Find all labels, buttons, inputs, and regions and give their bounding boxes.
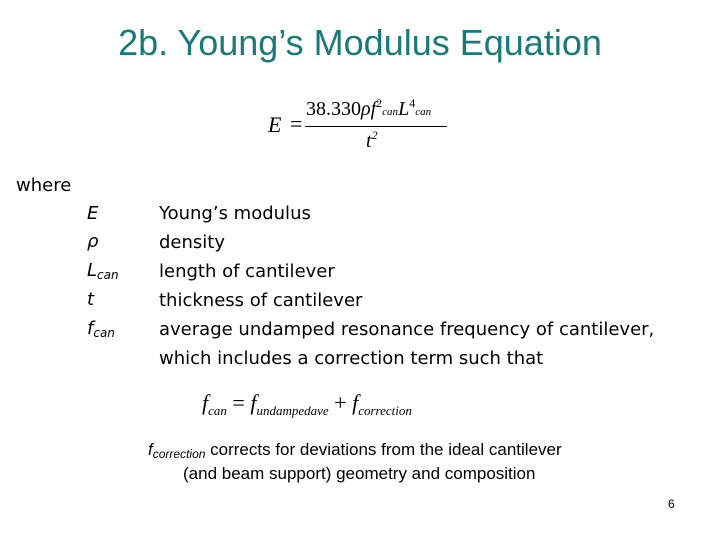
fcorrection-symbol: f [352,390,359,415]
plus-sign: + [328,390,353,415]
youngs-modulus-equation [268,98,458,160]
fcan-subscript: can [208,403,227,418]
equation-lhs: E [268,112,282,137]
l-symbol: L [398,98,410,120]
definition-continuation: which includes a correction term such that [159,348,544,369]
correction-note [148,440,562,461]
l-superscript: 4 [409,96,416,110]
fcan-symbol: f [202,390,209,415]
t-symbol: t [366,130,372,152]
l-subscript: can [415,106,432,118]
note-symbol: f [148,440,153,459]
frequency-equation [202,390,412,419]
fraction-bar [305,126,447,127]
note-subscript: correction [152,447,206,461]
symbol-subscript: can [93,326,115,340]
symbol-e [87,203,98,225]
symbol-subscript: can [97,268,119,282]
equation-denominator [366,130,378,153]
definition-rho: density [159,232,225,253]
f-symbol: f [370,98,377,120]
symbol-text: E [87,203,99,224]
definition-l-can: length of cantilever [159,261,335,282]
symbol-t [87,289,94,311]
note-text-line1: corrects for deviations from the ideal cantilever [205,440,562,459]
equals-sign: = [290,111,303,136]
definition-f-can: average undamped resonance frequency of cantilever, [159,319,655,340]
symbol-text: t [87,289,95,310]
slide-title: 2b. Young’s Modulus Equation [118,22,602,63]
symbol-rho [87,231,98,253]
symbol-f-can [87,318,115,340]
note-text-line2: (and beam support) geometry and composition [183,464,536,483]
where-label: where [16,175,72,196]
equals-sign: = [226,390,251,415]
coefficient: 38.330 [306,98,361,120]
f-subscript: can [382,106,399,118]
symbol-l-can [87,260,119,282]
fundamped-subscript: undampedave [256,403,329,418]
definition-e: Young’s modulus [159,203,311,224]
fcorrection-subscript: correction [358,403,412,418]
f-superscript: 2 [376,96,383,110]
page-number: 6 [668,497,675,511]
rho-symbol: ρ [361,98,371,120]
symbol-text: ρ [87,231,99,252]
symbol-text: L [87,260,98,281]
fundamped-symbol: f [250,390,257,415]
definition-t: thickness of cantilever [159,290,363,311]
symbol-text: f [87,318,94,339]
t-superscript: 2 [371,128,378,142]
equation-numerator [306,98,431,121]
